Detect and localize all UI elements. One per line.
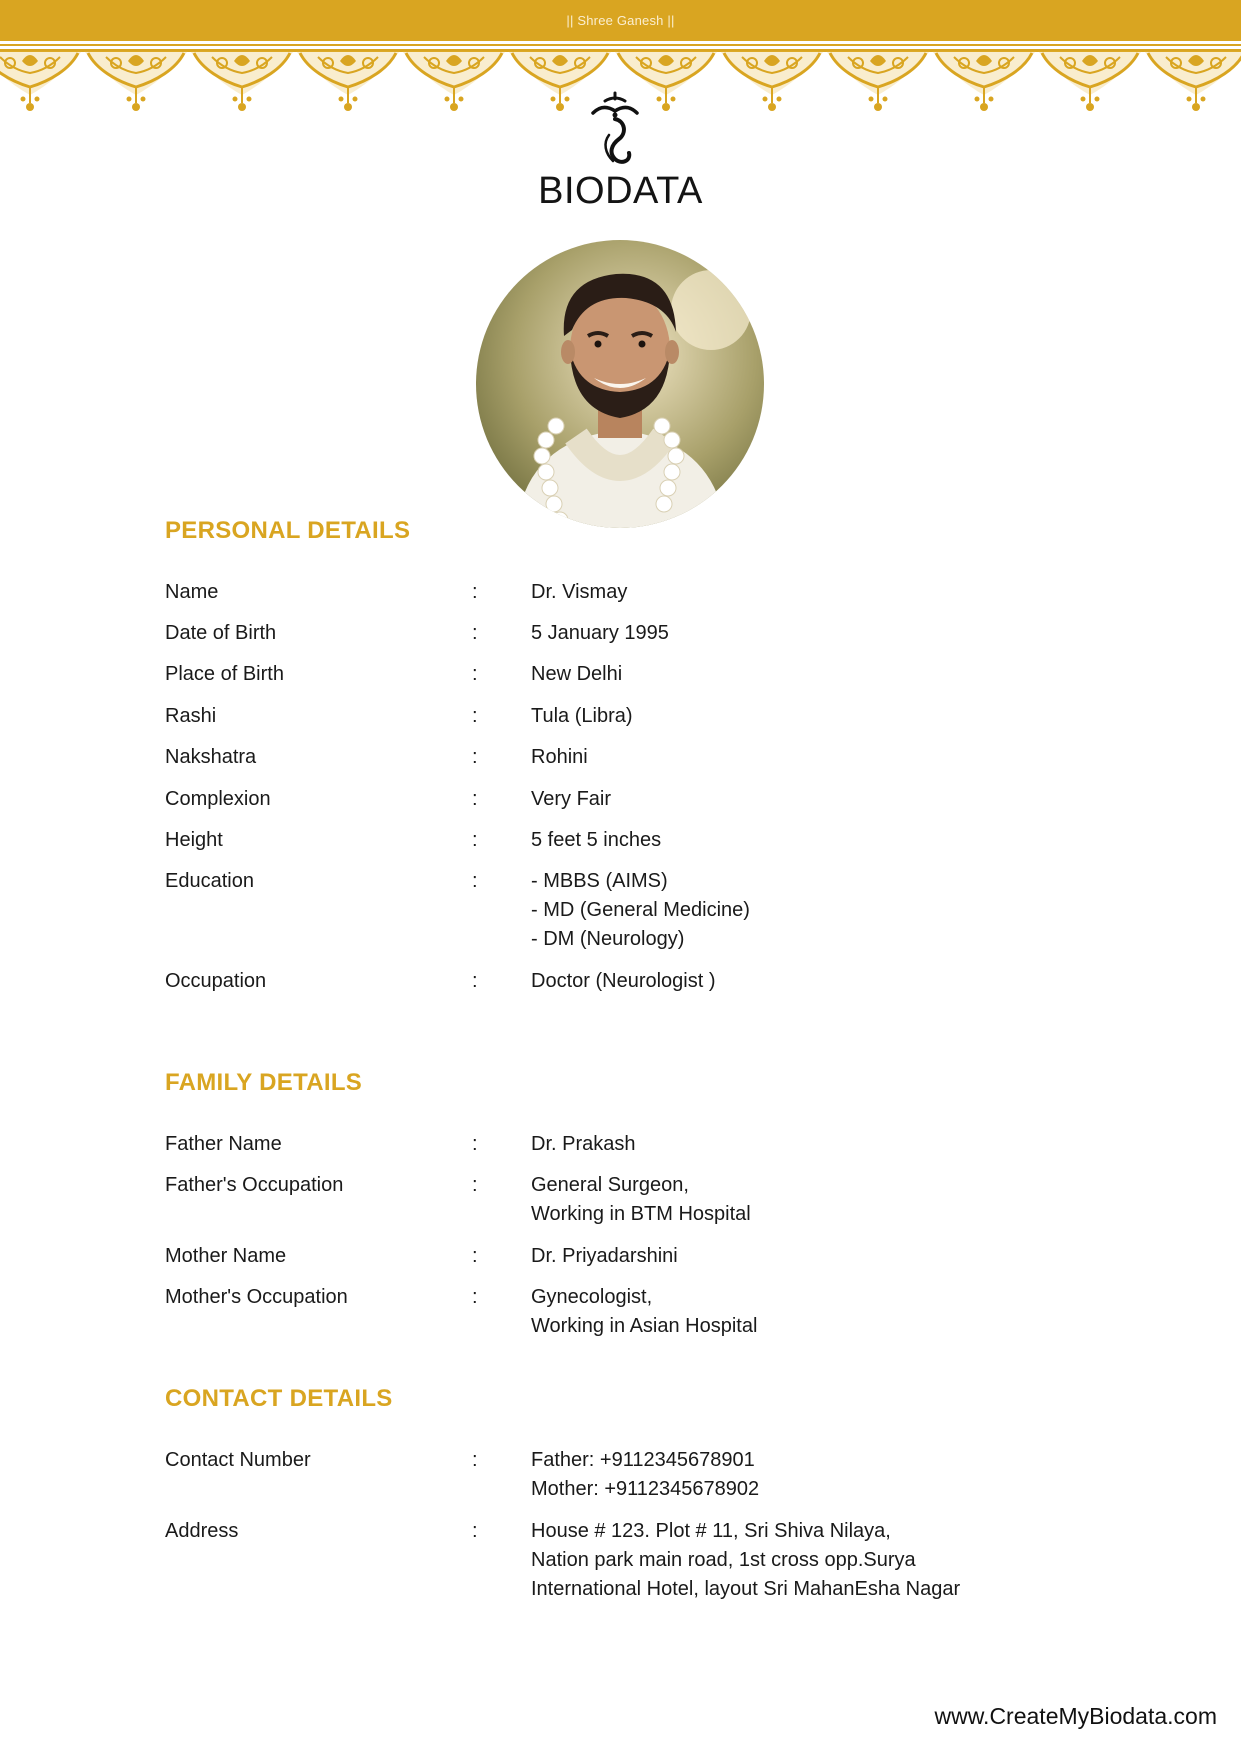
row-label: Name [165, 581, 219, 603]
row-label: Height [165, 829, 223, 851]
row-value: Dr. Vismay [531, 581, 628, 603]
row-colon: : [472, 1286, 478, 1308]
row-label: Contact Number [165, 1449, 311, 1471]
row-value: New Delhi [531, 663, 623, 685]
row-value: Gynecologist, Working in Asian Hospital [531, 1286, 758, 1337]
row-value: Dr. Priyadarshini [531, 1245, 678, 1267]
row-value: House # 123. Plot # 11, Sri Shiva Nilaya, Nation park main road, 1st cross opp.Surya International Hotel, layout Sri MahanEsha Nagar [531, 1520, 961, 1600]
row-label: Occupation [165, 970, 267, 992]
row-colon: : [472, 970, 478, 992]
ganesh-icon [585, 91, 645, 169]
row-colon: : [472, 581, 478, 603]
gold-rule [0, 44, 1241, 46]
row-value: 5 feet 5 inches [531, 829, 662, 851]
row-label: Education [165, 870, 254, 892]
row-label: Date of Birth [165, 622, 277, 644]
row-value: Tula (Libra) [531, 705, 633, 727]
row-colon: : [472, 1133, 478, 1155]
footer-website: www.CreateMyBiodata.com [934, 1703, 1217, 1729]
row-colon: : [472, 705, 478, 727]
row-value: Doctor (Neurologist ) [531, 970, 716, 992]
section-heading-family: FAMILY DETAILS [165, 1069, 363, 1096]
row-colon: : [472, 663, 478, 685]
invocation-text: || Shree Ganesh || [566, 13, 675, 28]
row-label: Nakshatra [165, 746, 257, 768]
row-colon: : [472, 829, 478, 851]
row-value: - MBBS (AIMS) - MD (General Medicine) - DM (Neurology) [531, 870, 750, 950]
row-colon: : [472, 622, 478, 644]
row-label: Rashi [165, 705, 217, 727]
document-title: BIODATA [538, 170, 703, 212]
row-label: Address [165, 1520, 239, 1542]
row-colon: : [472, 1520, 478, 1542]
row-label: Complexion [165, 788, 271, 810]
row-label: Father's Occupation [165, 1174, 344, 1196]
row-value: Dr. Prakash [531, 1133, 636, 1155]
row-label: Father Name [165, 1133, 282, 1155]
section-heading-contact: CONTACT DETAILS [165, 1385, 393, 1412]
top-banner [0, 0, 1241, 41]
row-colon: : [472, 1174, 478, 1196]
row-colon: : [472, 788, 478, 810]
row-value: Father: +9112345678901 Mother: +9112345678902 [531, 1449, 760, 1500]
row-colon: : [472, 870, 478, 892]
row-value: General Surgeon, Working in BTM Hospital [531, 1174, 751, 1225]
row-colon: : [472, 746, 478, 768]
row-colon: : [472, 1449, 478, 1471]
row-value: Very Fair [531, 788, 612, 810]
row-colon: : [472, 1245, 478, 1267]
row-label: Mother Name [165, 1245, 287, 1267]
row-label: Mother's Occupation [165, 1286, 348, 1308]
row-label: Place of Birth [165, 663, 284, 685]
section-heading-personal: PERSONAL DETAILS [165, 517, 411, 544]
profile-photo [476, 240, 764, 528]
row-value: Rohini [531, 746, 588, 768]
row-value: 5 January 1995 [531, 622, 669, 644]
